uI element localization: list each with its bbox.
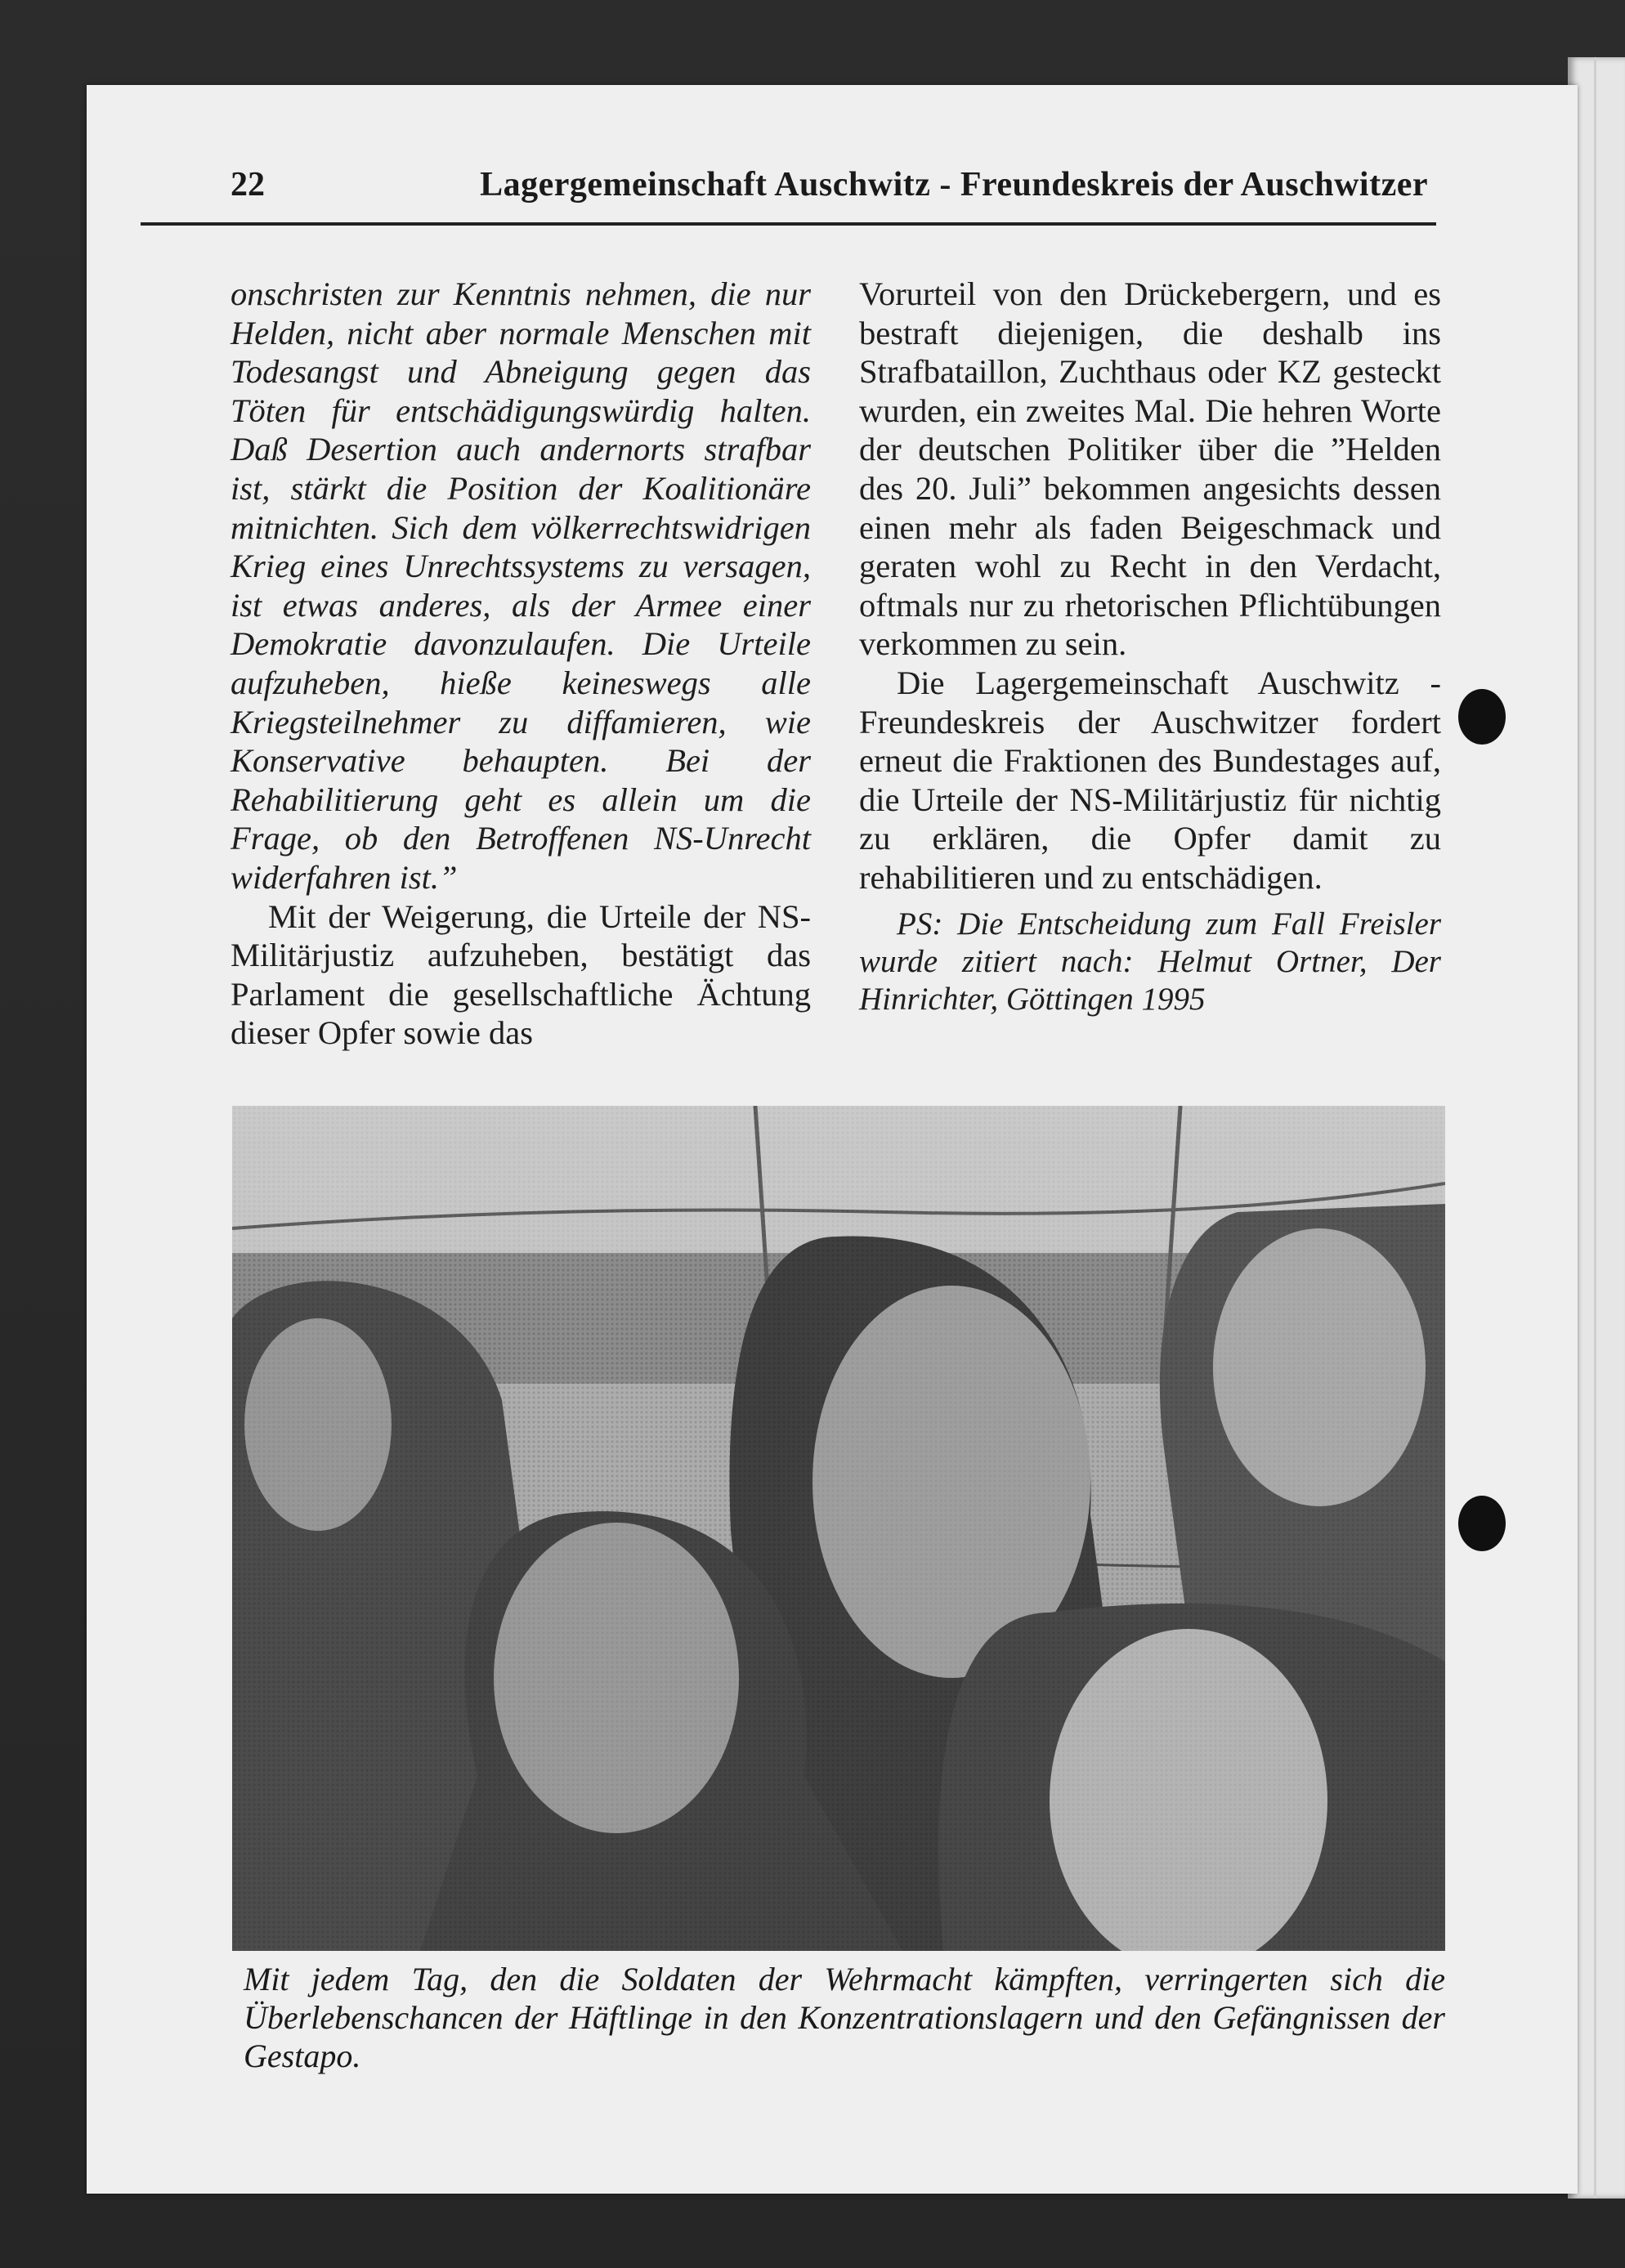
page-number: 22 <box>231 166 265 204</box>
right-paragraph: Die Lagergemeinschaft Auschwitz - Freundeskreis der Auschwitzer fordert erneut die Fraktionen des Bundestages auf, die Urteile der NS-Militärjustiz für nichtig zu erklären, die Opfer damit zu rehabilitieren und zu entschädigen. <box>859 664 1441 896</box>
postscript: PS: Die Entscheidung zum Fall Freisler wurde zitiert nach: Helmut Ortner, Der Hinrichter, Göttingen 1995 <box>859 906 1441 1017</box>
photo-caption: Mit jedem Tag, den die Soldaten der Wehrmacht kämpften, verringerten sich die Überlebenschancen der Häftlinge in den Konzentrationslagern und den Gefängnissen der Gestapo. <box>244 1961 1445 2074</box>
punch-hole-bottom <box>1458 1496 1506 1551</box>
left-column <box>231 275 811 1053</box>
prisoners-photo <box>232 1106 1445 1951</box>
page-header <box>141 163 1436 226</box>
running-title: Lagergemeinschaft Auschwitz - Freundeskreis der Auschwitzer <box>480 166 1428 204</box>
right-column <box>859 275 1441 1018</box>
punch-hole-top <box>1458 689 1506 745</box>
next-page-fold <box>1594 57 1596 2199</box>
quote-continuation: onschristen zur Kenntnis nehmen, die nur Helden, nicht aber normale Menschen mit Todesangst und Abneigung gegen das Töten für entschädigungswürdig halten. Daß Desertion auch andernorts strafbar ist, stärkt die Position der Koalitionäre mitnichten. Sich dem völkerrechtswidrigen Krieg eines Unrechtssystems zu versagen, ist etwas anderes, als der Armee einer Demokratie davonzulaufen. Die Urteile aufzuheben, hieße keineswegs alle Kriegsteilnehmer zu diffamieren, wie Konservative behaupten. Bei der Rehabilitierung geht es allein um die Frage, ob den Betroffenen NS-Unrecht widerfahren ist.” <box>231 275 811 896</box>
right-paragraph-continuation: Vorurteil von den Drückebergern, und es bestraft diejenigen, die deshalb ins Strafbataillon, Zuchthaus oder KZ gesteckt wurden, ein zweites Mal. Die hehren Worte der deutschen Politiker über die ”Helden des 20. Juli” bekommen angesichts dessen einen mehr als faden Beigeschmack und geraten wohl zu Recht in den Verdacht, oftmals nur zu rhetorischen Pflichtübungen verkommen zu sein. <box>859 275 1441 663</box>
left-paragraph: Mit der Weigerung, die Urteile der NS-Militärjustiz aufzuheben, bestätigt das Parlament die gesellschaftliche Ächtung dieser Opfer sowie das <box>231 897 811 1052</box>
